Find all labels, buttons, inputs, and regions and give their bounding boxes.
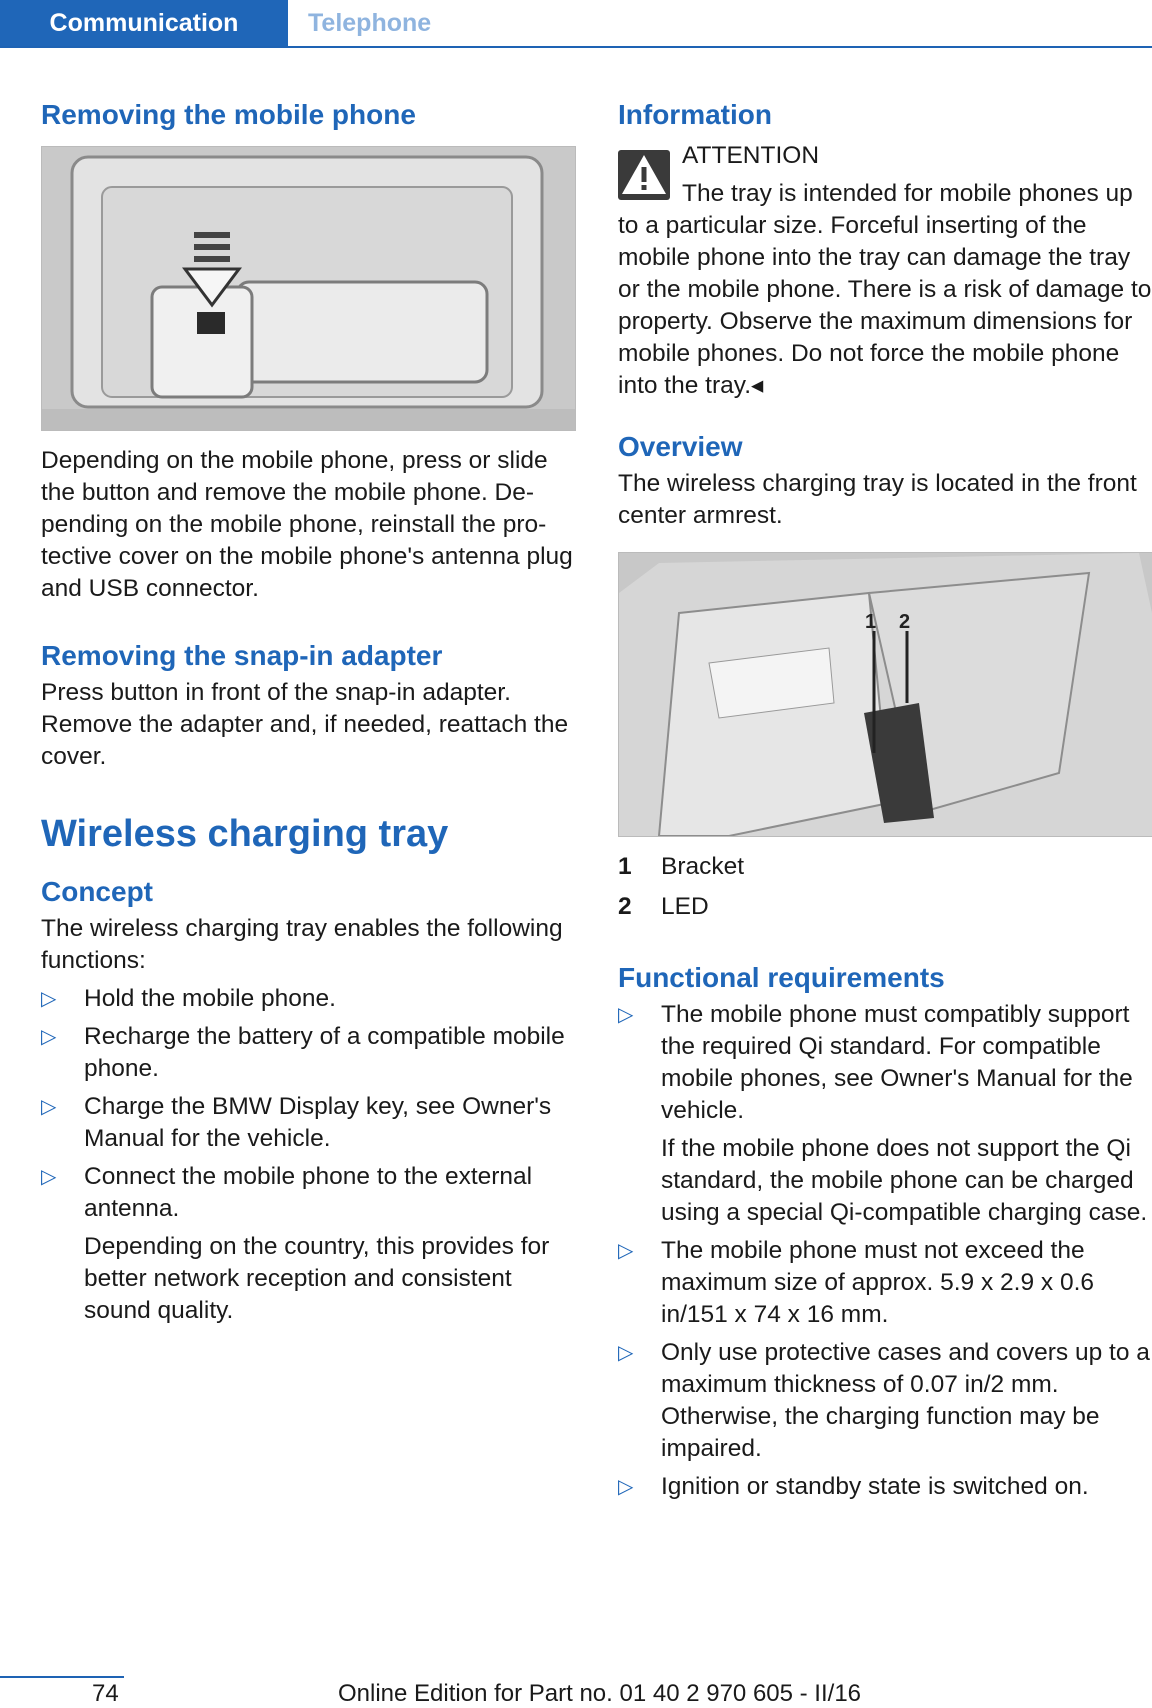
tab-communication[interactable]: Communication [0,0,288,46]
section-title-overview: Overview [618,431,743,462]
triangle-bullet-icon: ▷ [41,988,57,1010]
concept-bullet-list [41,983,576,1327]
page-number: 74 [92,1680,119,1707]
legend-label: LED [661,893,709,920]
section-title-concept: Concept [41,876,153,907]
attention-label: ATTENTION [682,142,820,169]
left-column [41,96,576,1327]
legend-number: 2 [618,893,632,920]
list-item: ▷ The mobile phone must compatibly support the required Qi standard. For compatible mobile phones, see Owner's Manual for the vehicle. If the mobile phone does not support the Qi standard, the mobile phone can be charged using a special Qi-compatible charging case. [618,999,1152,1229]
section-title-removing-phone: Removing the mobile phone [41,99,416,130]
snap-in-text: Press button in front of the snap-in adapter. Remove the adapter and, if needed, reattach the cover. [41,679,569,770]
section-title-functional-requirements: Functional requirements [618,962,945,993]
figure-legend [618,851,1152,923]
figure-callout-2: 2 [899,611,911,633]
phone-tray-drawing [42,147,575,430]
legend-number: 1 [618,853,632,880]
header-bar [0,0,1152,48]
concept-text: The wireless charging tray enables the following functions: [41,915,563,974]
triangle-bullet-icon: ▷ [618,1240,634,1262]
triangle-bullet-icon: ▷ [618,1004,634,1026]
triangle-bullet-icon: ▷ [41,1166,57,1188]
requirements-bullet-list [618,999,1152,1503]
heading-wireless-charging-tray: Wireless charging tray [41,813,449,855]
footer-rule [0,1676,124,1678]
list-item: ▷ Recharge the battery of a compatible mobile phone. [41,1023,565,1082]
bullet-sub-text: If the mobile phone does not support the Qi standard, the mobile phone can be charged using a special Qi-compatible charging case. [661,1135,1148,1226]
triangle-bullet-icon: ▷ [618,1476,634,1498]
triangle-bullet-icon: ▷ [41,1026,57,1048]
edition-note: Online Edition for Part no. 01 40 2 970 605 - II/16 [338,1680,862,1707]
warning-triangle-icon [618,150,670,200]
charging-tray-drawing [619,553,1152,836]
tab-telephone[interactable]: Telephone [308,8,432,37]
section-title-information: Information [618,99,772,130]
section-title-snap-in: Removing the snap-in adapter [41,640,443,671]
figure-callout-1: 1 [865,611,877,633]
list-item: ▷ Charge the BMW Display key, see Owner's Manual for the vehicle. [41,1093,552,1152]
overview-text: The wireless charging tray is located in the front center armrest. [618,470,1137,529]
right-column [618,96,1152,1503]
list-item: ▷ Only use protective cases and covers up to a maximum thickness of 0.07 in/2 mm. Otherwise, the charging function may be impaired. [618,1339,1150,1462]
attention-text: The tray is intended for mobile phones up to a particular size. Forceful inserting of the mobile phone into the tray can damage the tray or the mobile phone. There is a risk of damage to property. Observe the maximum dimensions for mobile phones. Do not force the mobile phone into the tray.◂ [618,180,1152,399]
attention-block [618,140,1152,402]
triangle-bullet-icon: ▷ [618,1342,634,1364]
list-item: ▷ Hold the mobile phone. [41,983,576,1015]
list-item: ▷ The mobile phone must not exceed the maximum size of approx. 5.9 x 2.9 x 0.6 in/151 x 74 x 16 mm. [618,1237,1095,1328]
removing-phone-text: Depending on the mobile phone, press or slide the button and remove the mobile phone. Depending on the mobile phone, reinstall the protective cover on the mobile phone's antenna plug and USB connector. [41,447,573,602]
phone-tray-illustration [41,146,576,431]
triangle-bullet-icon: ▷ [41,1096,57,1118]
list-item: ▷ Connect the mobile phone to the external antenna. Depending on the country, this provides for better network reception and consistent sound quality. [41,1161,576,1327]
list-item: ▷ Ignition or standby state is switched on. [618,1471,1152,1503]
charging-tray-illustration [618,552,1152,837]
legend-label: Bracket [661,853,745,880]
bullet-sub-text: Depending on the country, this provides for better network reception and consistent sound quality. [84,1233,550,1324]
